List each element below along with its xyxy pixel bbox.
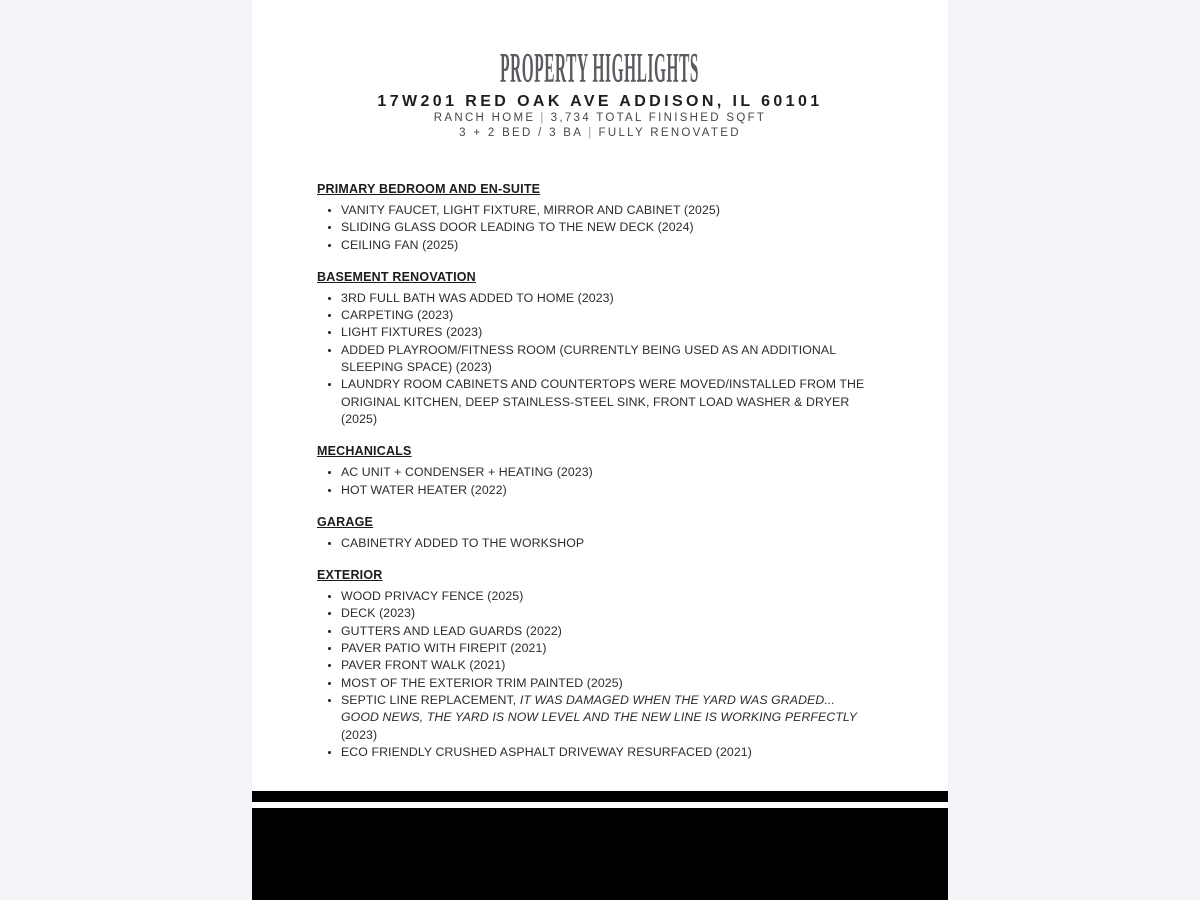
section-list — [317, 290, 866, 428]
info-line-2 — [252, 126, 948, 141]
highlight-section — [317, 515, 866, 552]
flyer-page — [252, 0, 948, 808]
list-item-text: CEILING FAN (2025) — [341, 237, 459, 252]
list-item-text: ECO FRIENDLY CRUSHED ASPHALT DRIVEWAY RESURFACED (2021) — [341, 744, 752, 759]
list-item-text: PAVER PATIO WITH FIREPIT (2021) — [341, 641, 547, 656]
list-item — [341, 588, 866, 605]
list-item — [341, 640, 866, 657]
list-item-text: HOT WATER HEATER (2022) — [341, 482, 507, 497]
footer-divider-bar — [252, 791, 948, 802]
list-item-text: LAUNDRY ROOM CABINETS AND COUNTERTOPS WERE MOVED/INSTALLED FROM THE ORIGINAL KITCHEN, DEEP STAINLESS-STEEL SINK, FRONT LOAD WASHER & DRYER (2025) — [341, 377, 865, 426]
list-item — [341, 482, 866, 499]
section-list — [317, 535, 866, 552]
info-line-2-right: FULLY RENOVATED — [598, 127, 741, 139]
section-list — [317, 202, 866, 254]
list-item-text: ADDED PLAYROOM/FITNESS ROOM (CURRENTLY BEING USED AS AN ADDITIONAL SLEEPING SPACE) (2023) — [341, 342, 836, 375]
section-heading: GARAGE — [317, 514, 374, 529]
list-item-text: WOOD PRIVACY FENCE (2025) — [341, 589, 524, 604]
list-item — [341, 605, 866, 622]
list-item-text: PAVER FRONT WALK (2021) — [341, 658, 506, 673]
list-item-text: SEPTIC LINE REPLACEMENT, — [341, 692, 520, 707]
highlight-section — [317, 270, 866, 428]
list-item — [341, 464, 866, 481]
list-item — [341, 692, 866, 744]
info-line-1-right: 3,734 TOTAL FINISHED SQFT — [550, 112, 767, 124]
list-item-text: DECK (2023) — [341, 606, 416, 621]
list-item — [341, 535, 866, 552]
list-item-text: CABINETRY ADDED TO THE WORKSHOP — [341, 535, 585, 550]
list-item-text: CARPETING (2023) — [341, 308, 454, 323]
footer-black-block — [252, 808, 948, 900]
list-item — [341, 744, 866, 761]
info-line-2-left: 3 + 2 BED / 3 BA — [459, 127, 584, 139]
list-item-text: GUTTERS AND LEAD GUARDS (2022) — [341, 623, 562, 638]
highlight-section — [317, 568, 866, 761]
list-item — [341, 202, 866, 219]
list-item-text: (2023) — [341, 727, 378, 742]
section-heading: EXTERIOR — [317, 568, 383, 583]
list-item-text: MOST OF THE EXTERIOR TRIM PAINTED (2025) — [341, 675, 623, 690]
list-item — [341, 623, 866, 640]
info-line-1-left: RANCH HOME — [433, 112, 536, 124]
list-item — [341, 324, 866, 341]
list-item — [341, 657, 866, 674]
list-item — [341, 307, 866, 324]
list-item-italic-text: IT WAS DAMAGED WHEN THE YARD WAS GRADED... GOOD NEWS, THE YARD IS NOW LEVEL AND THE NEW LINE IS WORKING PERFECTLY — [341, 692, 858, 725]
list-item — [341, 290, 866, 307]
section-heading: PRIMARY BEDROOM AND EN-SUITE — [317, 182, 541, 196]
section-list — [317, 464, 866, 499]
list-item — [341, 675, 866, 692]
list-item-text: LIGHT FIXTURES (2023) — [341, 325, 483, 340]
section-heading: MECHANICALS — [317, 444, 412, 459]
section-list — [317, 588, 866, 761]
info-line-2-separator: | — [588, 127, 594, 139]
section-heading: BASEMENT RENOVATION — [317, 269, 476, 284]
highlights-content — [317, 182, 866, 761]
list-item-text: VANITY FAUCET, LIGHT FIXTURE, MIRROR AND CABINET (2025) — [341, 203, 721, 217]
list-item — [341, 237, 866, 254]
page-title — [252, 44, 948, 92]
list-item — [341, 342, 866, 377]
info-line-1-separator: | — [540, 112, 546, 124]
list-item — [341, 376, 866, 428]
info-line-1 — [252, 111, 948, 126]
highlight-section — [317, 444, 866, 499]
list-item-text: SLIDING GLASS DOOR LEADING TO THE NEW DECK (2024) — [341, 220, 694, 235]
page-title-text: PROPERTY HIGHLIGHTS — [500, 44, 700, 92]
list-item — [341, 219, 866, 236]
highlight-section — [317, 182, 866, 254]
property-address: 17W201 RED OAK AVE ADDISON, IL 60101 — [377, 93, 823, 110]
list-item-text: 3RD FULL BATH WAS ADDED TO HOME (2023) — [341, 290, 614, 305]
list-item-text: AC UNIT + CONDENSER + HEATING (2023) — [341, 465, 593, 480]
